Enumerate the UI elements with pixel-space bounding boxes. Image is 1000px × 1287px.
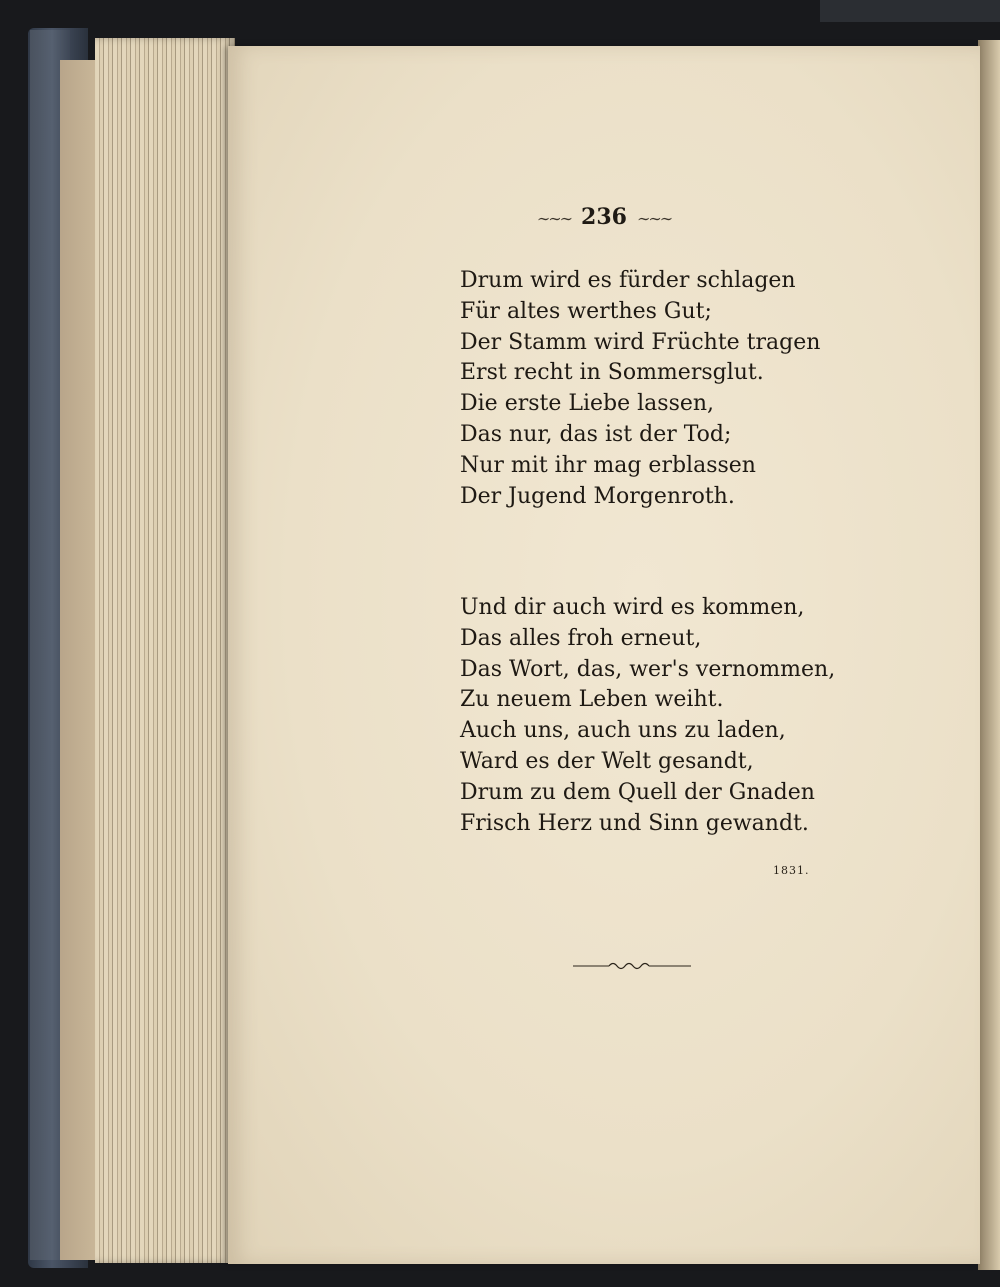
poem-line: Auch uns, auch uns zu laden, [460, 718, 786, 744]
page-edges [95, 38, 235, 1263]
ornamental-divider [573, 958, 691, 974]
poem-line: Drum wird es fürder schlagen [460, 268, 796, 293]
book-page [228, 46, 980, 1264]
poem-line: Frisch Herz und Sinn gewandt. [460, 810, 809, 836]
poem-line: Der Stamm wird Früchte tragen [460, 329, 821, 355]
poem-line: Die erste Liebe lassen, [460, 391, 715, 417]
stanza-1 [460, 266, 940, 512]
stanza-2 [460, 593, 940, 839]
page-header [228, 204, 980, 230]
poem-line: Das alles froh erneut, [460, 625, 702, 651]
poem-line: Der Jugend Morgenroth. [460, 483, 735, 509]
poem-line: Das nur, das ist der Tod; [460, 421, 732, 447]
facing-page-edge [978, 40, 1000, 1270]
poem-line: Drum zu dem Quell der Gnaden [460, 779, 815, 805]
poem-line: Und dir auch wird es kommen, [460, 595, 805, 620]
poem-line: Ward es der Welt gesandt, [460, 748, 754, 774]
poem-line: Zu neuem Leben weiht. [460, 687, 724, 713]
poem-year: 1831. [773, 864, 810, 877]
poem-line: Das Wort, das, wer's vernommen, [460, 656, 836, 682]
poem-line: Für altes werthes Gut; [460, 298, 712, 324]
poem-line: Nur mit ihr mag erblassen [460, 452, 756, 478]
book-top-edge [820, 0, 1000, 22]
poem-line: Erst recht in Sommersglut. [460, 360, 764, 386]
page-number: 236 [581, 204, 627, 230]
ornament-left: ∼∼∼ [536, 209, 572, 228]
ornament-right: ∼∼∼ [636, 209, 672, 228]
